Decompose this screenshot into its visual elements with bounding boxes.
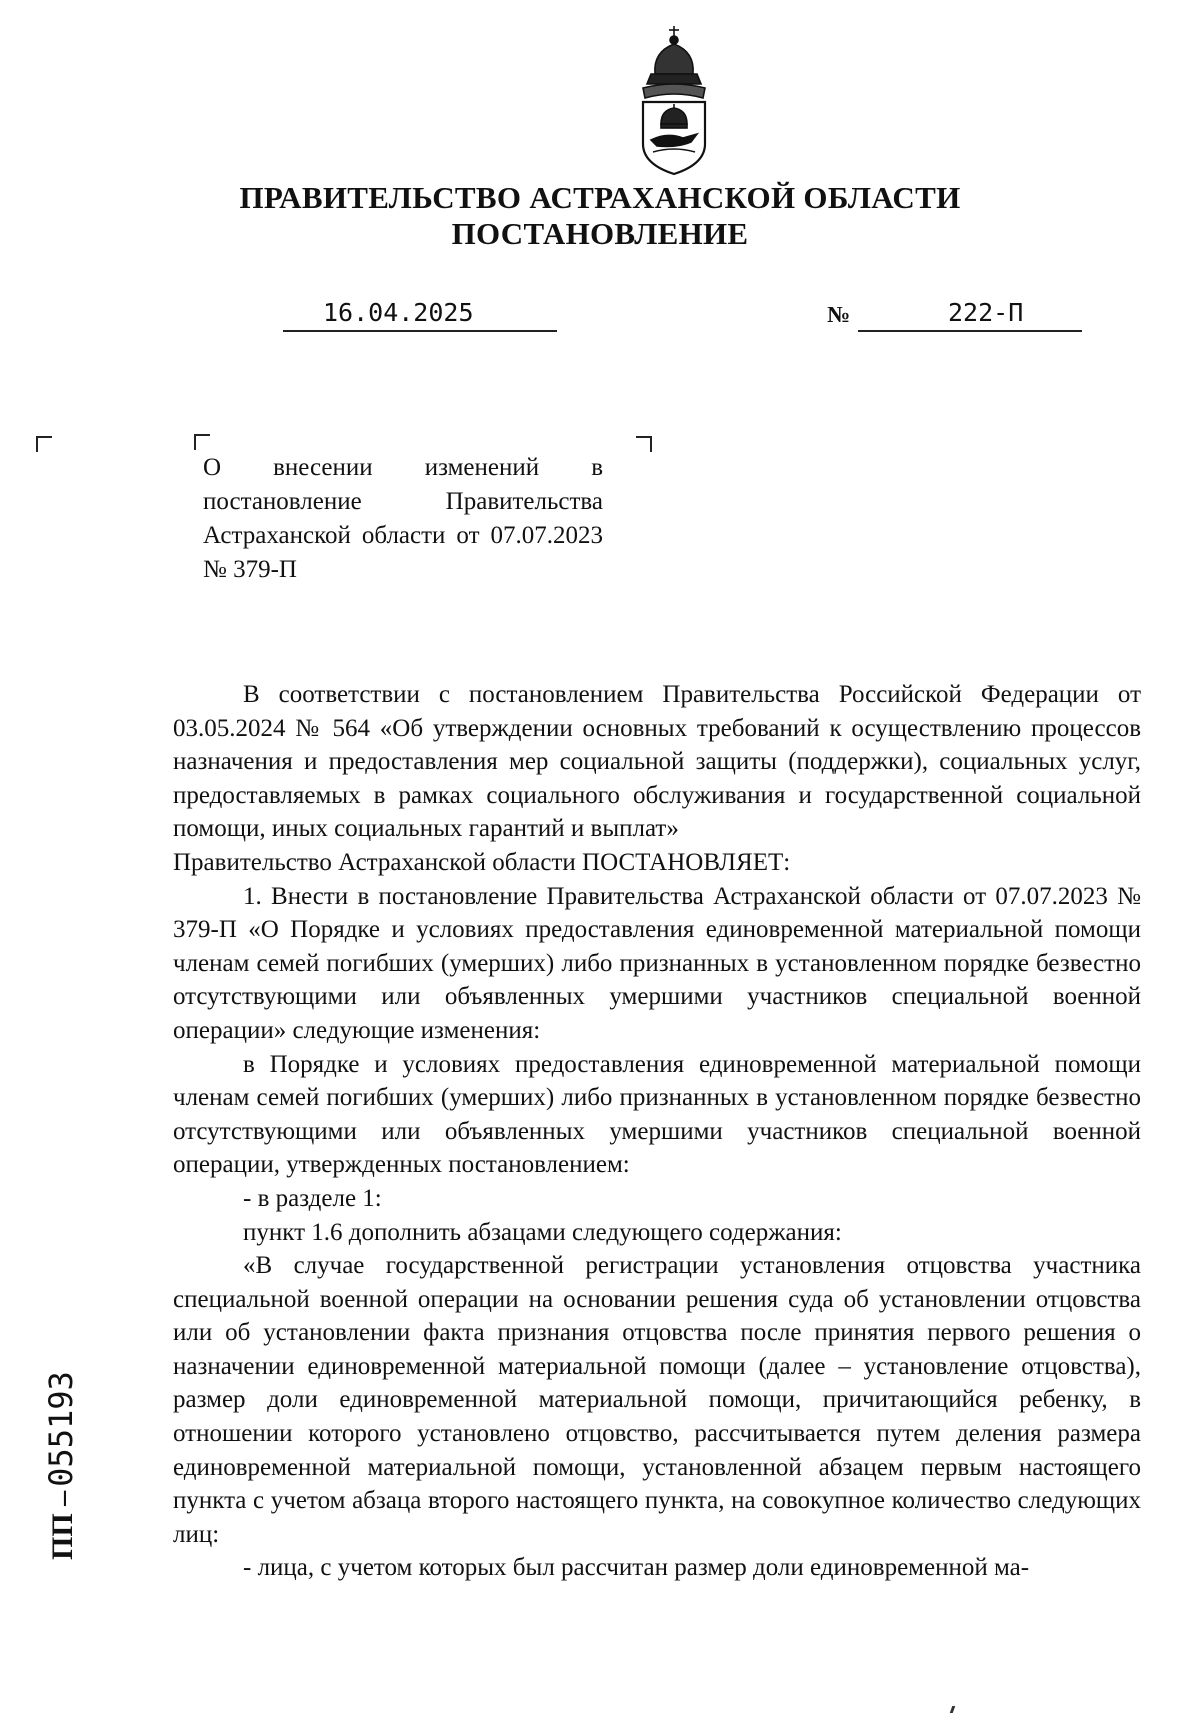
body-paragraph: - в разделе 1: <box>243 1184 382 1212</box>
document-subject: О внесении изменений в постановление Правительства Астраханской области от 07.07.2023 № 379-П <box>203 454 603 583</box>
body-paragraph: В соответствии с постановлением Правительства Российской Федерации от 03.05.2024 № 564 «Об утверждении основных требований к осуществлению процессов назначения и предоставления мер социальной защиты (поддержки), социальных услуг, предоставляемых в рамках социального обслуживания и государственной социальной помощи, иных социальных гарантий и выплат» <box>173 681 1141 843</box>
body-paragraph: «В случае государственной регистрации установления отцовства участника специальной военной операции на основании решения суда об установлении отцовства или об установлении факта признания отцовства после принятия первого решения о назначении единовременной материальной помощи (далее – установление отцовства), размер доли единовременной материальной помощи, причитающийся ребенку, в отношении которого установлено отцовство, рассчитывается путем деления размера единовременной материальной помощи, установленной абзацем первым настоящего пункта с учетом абзаца второго настоящего пункта, на совокупное количество следующих лиц: <box>173 1252 1141 1548</box>
body-paragraph: Правительство Астраханской области ПОСТАНОВЛЯЕТ: <box>173 848 791 876</box>
stray-pen-mark <box>950 1706 956 1713</box>
document-type-title: ПОСТАНОВЛЕНИЕ <box>451 216 749 251</box>
body-paragraph: - лица, с учетом которых был рассчитан размер доли единовременной ма- <box>243 1554 1030 1582</box>
document-date: 16.04.2025 <box>323 298 474 327</box>
document-body <box>173 678 1141 1585</box>
serial-number: 055193 <box>42 1371 80 1487</box>
document-number-field <box>858 300 1082 332</box>
subject-corner-mark-right <box>636 436 652 452</box>
document-number: 222-П <box>948 298 1024 327</box>
subject-corner-mark-left <box>36 436 52 452</box>
organization-title: ПРАВИТЕЛЬСТВО АСТРАХАНСКОЙ ОБЛАСТИ <box>239 180 961 215</box>
body-paragraph: пункт 1.6 дополнить абзацами следующего содержания: <box>243 1218 842 1246</box>
number-sign: № <box>827 302 851 327</box>
coat-of-arms-icon <box>637 24 711 176</box>
form-serial-number <box>42 1371 80 1560</box>
body-paragraph: 1. Внести в постановление Правительства Астраханской области от 07.07.2023 № 379-П «О Порядке и условиях предоставления единовременной материальной помощи членам семей погибших (умерших) либо признанных в установленном порядке безвестно отсутствующими или объявленных умершими участников специальной военной операции» следующие изменения: <box>173 882 1141 1044</box>
body-paragraph: в Порядке и условиях предоставления единовременной материальной помощи членам семей погибших (умерших) либо признанных в установленном порядке безвестно отсутствующими или объявленных умершими участников специальной военной операции, утвержденных постановлением: <box>173 1050 1141 1179</box>
subject-corner-mark-inner <box>194 434 210 450</box>
serial-prefix: ПП – <box>46 1490 79 1560</box>
document-date-field <box>283 300 557 332</box>
